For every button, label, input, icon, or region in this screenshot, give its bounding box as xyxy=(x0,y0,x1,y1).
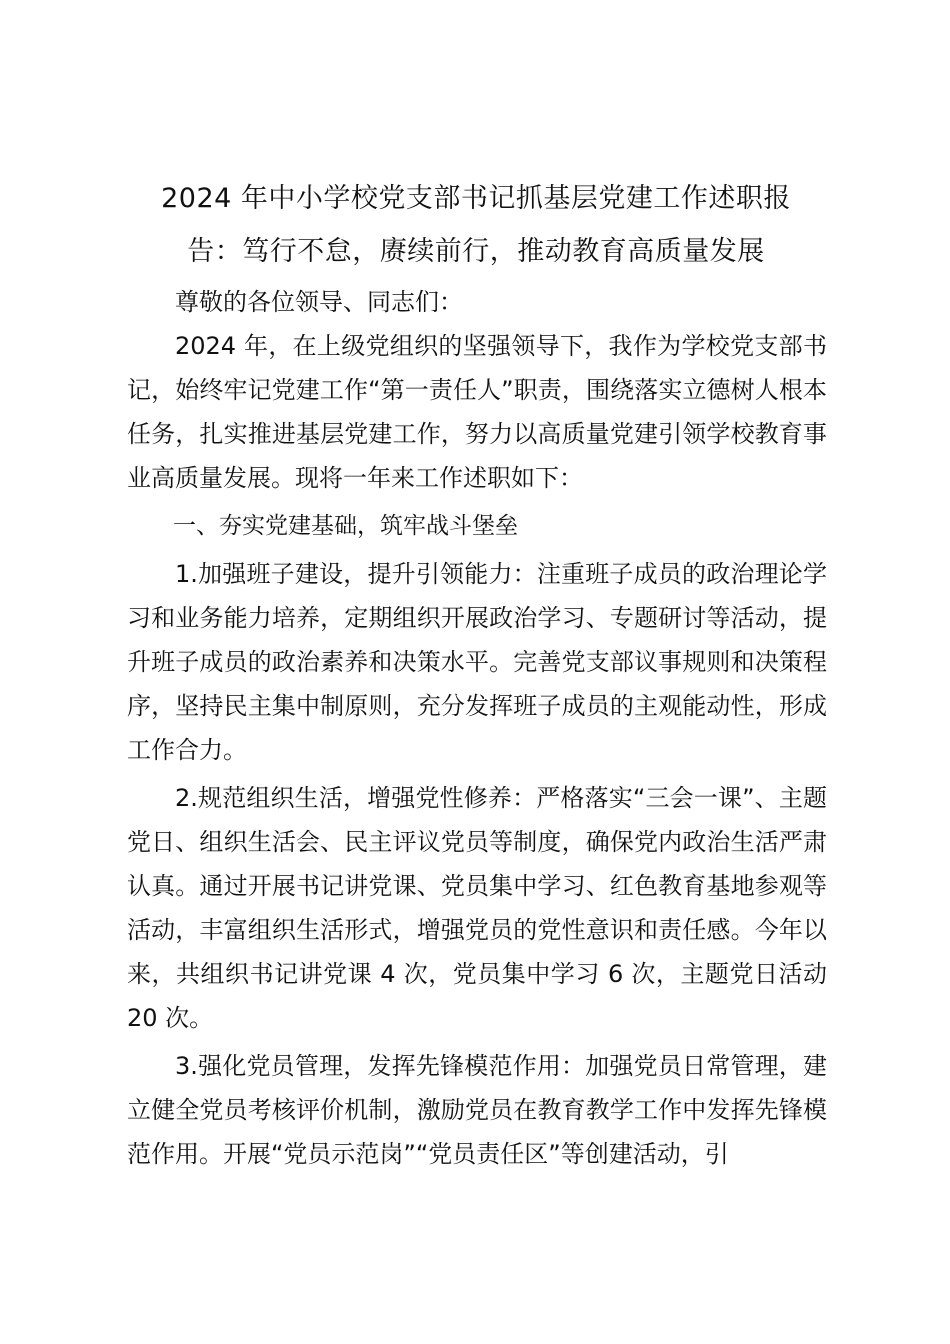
section-heading: 一、夯实党建基础，筑牢战斗堡垒 xyxy=(173,513,518,539)
intro-paragraph: 2024 年，在上级党组织的坚强领导下，我作为学校党支部书记，始终牢记党建工作“第一责任人”职责，围绕落实立德树人根本任务，扎实推进基层党建工作，努力以高质量党建引领学校教育事业高质量发展。现将一年来工作述职如下： xyxy=(127,332,827,492)
title-line-1: 2024 年中小学校党支部书记抓基层党建工作述职报 xyxy=(161,183,791,214)
title-line-2: 告：笃行不怠，赓续前行，推动教育高质量发展 xyxy=(187,236,765,267)
document-body xyxy=(127,280,827,1176)
paragraph-item-1: 1.加强班子建设，提升引领能力：注重班子成员的政治理论学习和业务能力培养，定期组织开展政治学习、专题研讨等活动，提升班子成员的政治素养和决策水平。完善党支部议事规则和决策程序，坚持民主集中制原则，充分发挥班子成员的主观能动性，形成工作合力。 xyxy=(127,560,827,764)
paragraph-item-2: 2.规范组织生活，增强党性修养：严格落实“三会一课”、主题党日、组织生活会、民主评议党员等制度，确保党内政治生活严肃认真。通过开展书记讲党课、党员集中学习、红色教育基地参观等活动，丰富组织生活形式，增强党员的党性意识和责任感。今年以来，共组织书记讲党课 4 次，党员集中学习 6 次，主题党日活动 20 次。 xyxy=(127,784,827,1032)
document-title xyxy=(120,172,832,278)
salutation: 尊敬的各位领导、同志们： xyxy=(175,288,463,316)
paragraph-item-3: 3.强化党员管理，发挥先锋模范作用：加强党员日常管理，建立健全党员考核评价机制，激励党员在教育教学工作中发挥先锋模范作用。开展“党员示范岗”“党员责任区”等创建活动，引 xyxy=(127,1052,827,1168)
